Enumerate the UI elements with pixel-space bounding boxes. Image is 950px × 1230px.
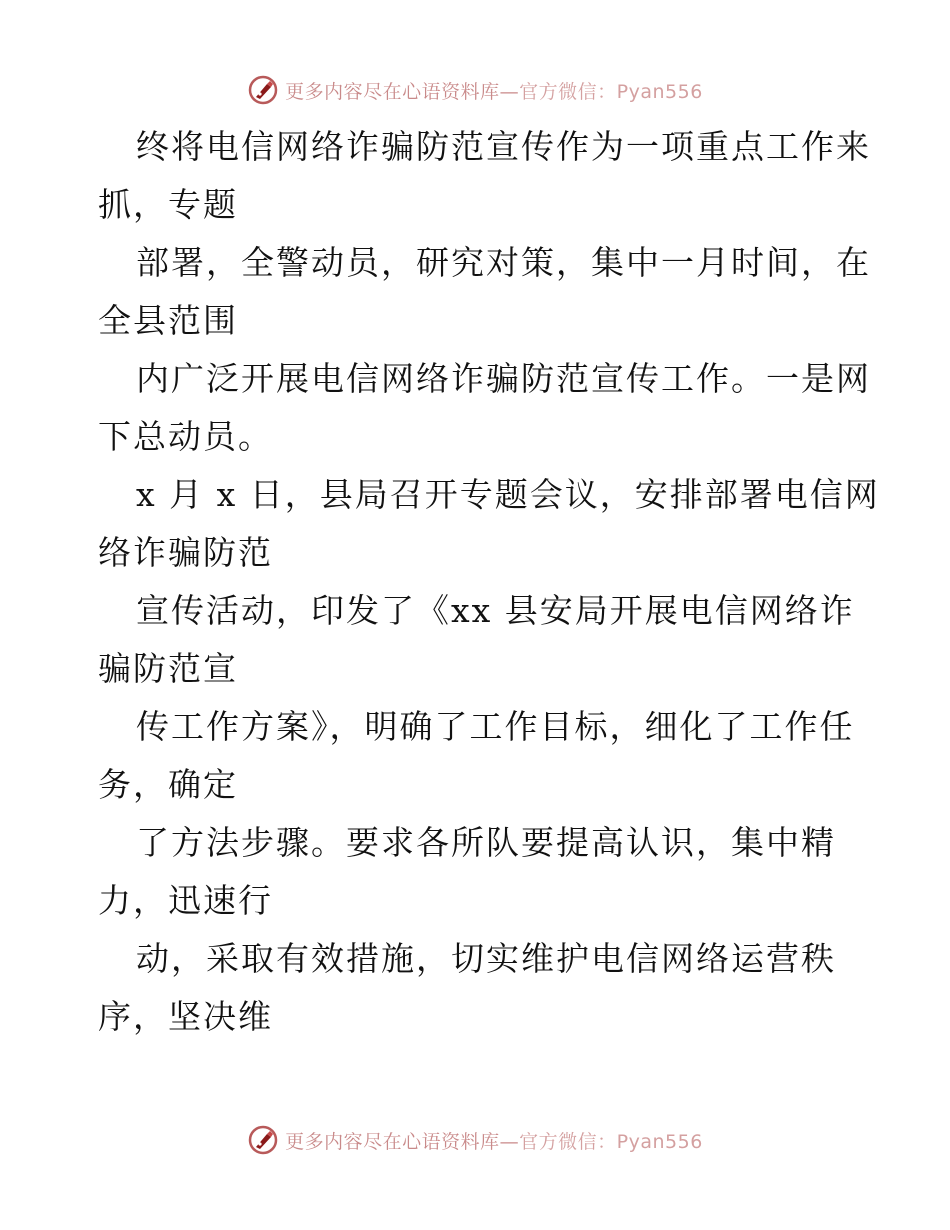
watermark-separator: —: [499, 1130, 520, 1153]
watermark-text: 更多内容尽在心语资料库: [285, 80, 500, 103]
paragraph-line: 务，确定: [98, 765, 238, 804]
paragraph-line: 全县范围: [98, 301, 238, 340]
paragraph-line: x 月 x 日，县局召开专题会议，安排部署电信网: [136, 475, 880, 514]
paragraph-line: 宣传活动，印发了《xx 县安局开展电信网络诈: [136, 591, 855, 630]
paragraph-line: 络诈骗防范: [98, 533, 273, 572]
paragraph: [98, 350, 871, 466]
watermark-text: 更多内容尽在心语资料库: [285, 1130, 500, 1153]
watermark-contact: 官方微信：Pyan556: [519, 80, 703, 103]
paragraph-line: 传工作方案》，明确了工作目标，细化了工作任: [136, 707, 855, 746]
paragraph: [98, 930, 858, 1046]
paragraph-line: 骗防范宣: [98, 649, 238, 688]
footer-watermark: [0, 1120, 950, 1160]
paragraph-line: 动，采取有效措施，切实维护电信网络运营秩: [136, 939, 836, 978]
paragraph-line: 下总动员。: [98, 417, 273, 456]
paragraph-line: 序，坚决维: [98, 997, 273, 1036]
paragraph-line: 部署，全警动员，研究对策，集中一月时间，在: [136, 243, 871, 282]
paragraph: [98, 582, 858, 698]
paragraph-line: 内广泛开展电信网络诈骗防范宣传工作。一是网: [136, 359, 871, 398]
watermark-contact: 官方微信：Pyan556: [519, 1130, 703, 1153]
paragraph-line: 力，迅速行: [98, 881, 273, 920]
document-body: [98, 118, 880, 1046]
pen-nib-logo-icon: [247, 74, 279, 106]
paragraph: [98, 118, 871, 234]
paragraph-line: 了方法步骤。要求各所队要提高认识，集中精: [136, 823, 836, 862]
paragraph: [98, 466, 880, 582]
paragraph: [98, 698, 858, 814]
paragraph-line: 终将电信网络诈骗防范宣传作为一项重点工作来: [136, 127, 871, 166]
paragraph-line: 抓，专题: [98, 185, 238, 224]
watermark-separator: —: [499, 80, 520, 103]
paragraph: [98, 234, 871, 350]
paragraph: [98, 814, 858, 930]
header-watermark: [0, 70, 950, 110]
pen-nib-logo-icon: [247, 1124, 279, 1156]
